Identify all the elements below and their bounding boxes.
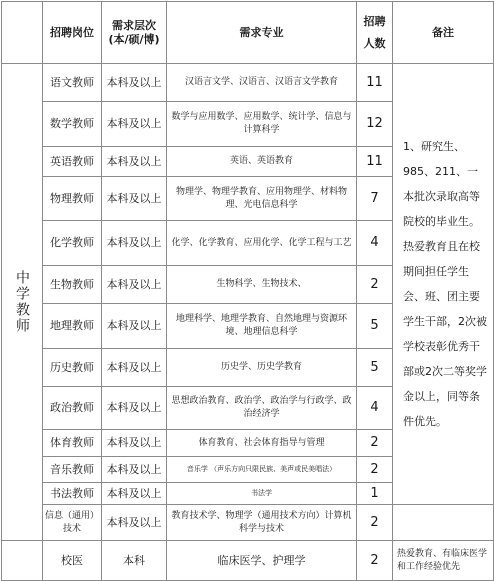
- row-major: 教育技术学、物理学（通用技术方向）计算机科学与技术: [167, 505, 357, 541]
- row-major: 历史学、历史学教育: [167, 349, 357, 387]
- row-level: 本科及以上: [102, 266, 167, 304]
- doctor-major: 临床医学、护理学: [167, 541, 357, 581]
- row-count: 5: [357, 304, 393, 349]
- row-count: 4: [357, 221, 393, 266]
- recruitment-table: [1, 1, 494, 581]
- row-count: 4: [357, 387, 393, 430]
- row-major: 汉语言文学、汉语言、汉语言文学教育: [167, 64, 357, 102]
- row-position: 语文教师: [43, 64, 102, 102]
- header-row: [2, 2, 494, 64]
- header-count: 招聘人数: [357, 2, 393, 64]
- row-count: 2: [357, 430, 393, 457]
- row-level: 本科及以上: [102, 430, 167, 457]
- row-level: 本科及以上: [102, 483, 167, 505]
- doctor-category-empty: [2, 541, 43, 581]
- row-position: 政治教师: [43, 387, 102, 430]
- doctor-count: 2: [357, 541, 393, 581]
- row-count: 5: [357, 349, 393, 387]
- row-count: 2: [357, 505, 393, 541]
- row-level: 本科及以上: [102, 387, 167, 430]
- row-position: 英语教师: [43, 147, 102, 177]
- row-count: 2: [357, 457, 393, 483]
- row-position: 信息（通用）技术: [43, 505, 102, 541]
- header-level: 需求层次 (本/硕/博): [102, 2, 167, 64]
- row-major: 化学、化学教育、应用化学、化学工程与工艺: [167, 221, 357, 266]
- row-position: 数学教师: [43, 102, 102, 147]
- row-level: 本科及以上: [102, 221, 167, 266]
- row-position: 物理教师: [43, 177, 102, 221]
- row-level: 本科及以上: [102, 147, 167, 177]
- row-major: 物理学、物理学教育、应用物理学、材料物理、光电信息科学: [167, 177, 357, 221]
- category-label: 中学教师: [14, 270, 30, 334]
- remark-cell: 1、研究生、985、211、一本批次录取高等院校的毕业生。热爱教育且在校期间担任学生会、班、团主要学生干部，2次被学校表彰优秀干部或2次二等奖学金以上，同等条件优先。: [393, 64, 494, 505]
- row-major: 英语、英语教育: [167, 147, 357, 177]
- row-position: 化学教师: [43, 221, 102, 266]
- table-row: [2, 505, 494, 541]
- row-level: 本科及以上: [102, 102, 167, 147]
- row-major: 思想政治教育、政治学、政治学与行政学、政治经济学: [167, 387, 357, 430]
- row-position: 音乐教师: [43, 457, 102, 483]
- row-level: 本科及以上: [102, 505, 167, 541]
- category-cell: [2, 64, 43, 541]
- row-position: 地理教师: [43, 304, 102, 349]
- row-major: 体育教育、社会体育指导与管理: [167, 430, 357, 457]
- header-empty: [2, 2, 43, 64]
- row-major: 数学与应用数学、应用数学、统计学、信息与计算科学: [167, 102, 357, 147]
- doctor-level: 本科: [102, 541, 167, 581]
- row-count: 12: [357, 102, 393, 147]
- header-position: 招聘岗位: [43, 2, 102, 64]
- table-row: [2, 64, 494, 102]
- remark-empty: [393, 505, 494, 541]
- doctor-position: 校医: [43, 541, 102, 581]
- row-major: 生物科学、生物技术、: [167, 266, 357, 304]
- row-count: 1: [357, 483, 393, 505]
- row-position: 体育教师: [43, 430, 102, 457]
- row-major: 地理科学、地理学教育、自然地理与资源环境、地理信息科学: [167, 304, 357, 349]
- row-count: 11: [357, 147, 393, 177]
- header-remark: 备注: [393, 2, 494, 64]
- row-count: 11: [357, 64, 393, 102]
- row-major: 书法学: [167, 483, 357, 505]
- row-level: 本科及以上: [102, 177, 167, 221]
- header-major: 需求专业: [167, 2, 357, 64]
- doctor-remark: 热爱教育、有临床医学和工作经验优先: [393, 541, 494, 581]
- row-count: 2: [357, 266, 393, 304]
- doctor-row: [2, 541, 494, 581]
- row-position: 生物教师: [43, 266, 102, 304]
- row-level: 本科及以上: [102, 457, 167, 483]
- row-level: 本科及以上: [102, 64, 167, 102]
- row-level: 本科及以上: [102, 304, 167, 349]
- row-position: 历史教师: [43, 349, 102, 387]
- row-major: 音乐学 （声乐方向只限民族、美声或民美唱法）: [167, 457, 357, 483]
- row-count: 7: [357, 177, 393, 221]
- row-level: 本科及以上: [102, 349, 167, 387]
- row-position: 书法教师: [43, 483, 102, 505]
